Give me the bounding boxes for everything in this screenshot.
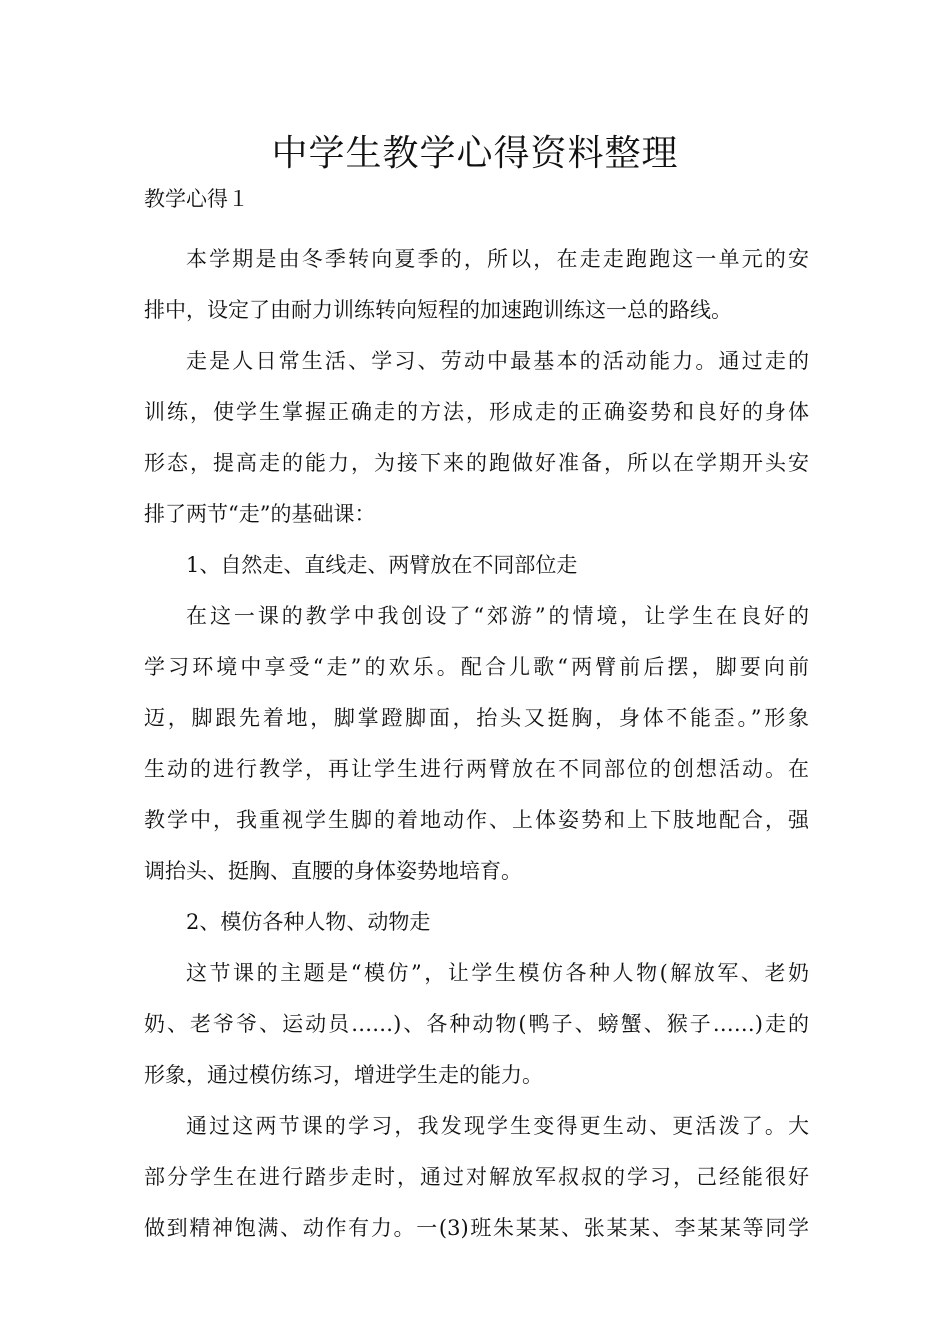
text-line: 部分学生在进行踏步走时，通过对解放军叔叔的学习，己经能很好 [144,1165,809,1189]
text-line: 训练，使学生掌握正确走的方法，形成走的正确姿势和良好的身体 [144,400,809,424]
text-line: 这节课的主题是“模仿”，让学生模仿各种人物(解放军、老奶 [186,961,809,985]
document-body [144,234,809,1254]
text-line: 走是人日常生活、学习、劳动中最基本的活动能力。通过走的 [186,349,809,373]
text-line: 形象，通过模仿练习，增进学生走的能力。 [144,1063,543,1087]
text-line: 生动的进行教学，再让学生进行两臂放在不同部位的创想活动。在 [144,757,809,781]
text-line: 排中，设定了由耐力训练转向短程的加速跑训练这一总的路线。 [144,298,732,322]
text-line: 形态，提高走的能力，为接下来的跑做好准备，所以在学期开头安 [144,451,809,475]
text-line: 调抬头、挺胸、直腰的身体姿势地培育。 [144,859,522,883]
text-line: 1、自然走、直线走、两臂放在不同部位走 [186,553,578,577]
text-line: 在这一课的教学中我创设了“郊游”的情境，让学生在良好的 [186,604,809,628]
text-line: 奶、老爷爷、运动员……)、各种动物(鸭子、螃蟹、猴子……)走的 [144,1012,809,1036]
text-line: 排了两节“走”的基础课： [144,502,376,526]
text-line: 2、模仿各种人物、动物走 [186,910,431,934]
text-line: 做到精神饱满、动作有力。一(3)班朱某某、张某某、李某某等同学 [144,1216,809,1240]
section-heading: 教学心得１ [144,187,249,211]
text-line: 本学期是由冬季转向夏季的，所以，在走走跑跑这一单元的安 [186,247,809,271]
text-line: 迈，脚跟先着地，脚掌蹬脚面，抬头又挺胸，身体不能歪。”形象 [144,706,809,730]
document-title: 中学生教学心得资料整理 [271,133,679,174]
text-line: 教学中，我重视学生脚的着地动作、上体姿势和上下肢地配合，强 [144,808,809,832]
text-line: 学习环境中享受“走”的欢乐。配合儿歌“两臂前后摆，脚要向前 [144,655,809,679]
text-line: 通过这两节课的学习，我发现学生变得更生动、更活泼了。大 [186,1114,809,1138]
